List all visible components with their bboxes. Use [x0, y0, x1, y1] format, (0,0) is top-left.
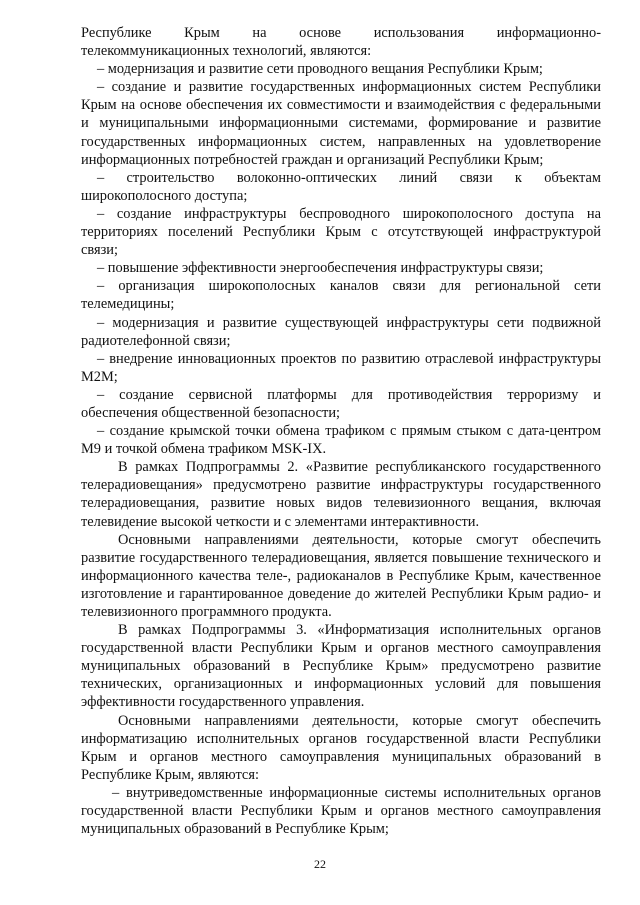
body-paragraph: В рамках Подпрограммы 2. «Развитие республиканского государственного телерадиовещания» предусмотрено развитие инфраструктуры государственного телерадиовещания, развитие новых видов телевизионного вещания, включая телевидение высокой четкости и с элементами интерактивности.	[81, 459, 601, 530]
list-item: – создание инфраструктуры беспроводного широкополосного доступа на территориях поселений Республики Крым с отсутствующей инфраструктурой связи;	[81, 205, 601, 259]
list-item: – модернизация и развитие сети проводного вещания Республики Крым;	[97, 61, 543, 78]
list-item: – создание сервисной платформы для противодействия терроризму и обеспечения общественной безопасности;	[81, 386, 601, 421]
list-item: – строительство волоконно-оптических линий связи к объектам широкополосного доступа;	[81, 169, 601, 204]
list-item: – организация широкополосных каналов связи для региональной сети телемедицины;	[81, 278, 601, 313]
list-item: – повышение эффективности энергообеспечения инфраструктуры связи;	[97, 260, 544, 277]
list-item: – модернизация и развитие существующей инфраструктуры сети подвижной радиотелефонной связи;	[81, 314, 601, 349]
body-paragraph: В рамках Подпрограммы 3. «Информатизация исполнительных органов государственной власти Республики Крым и органов местного самоуправления муниципальных образований в Республике Крым» предусмотрено развитие технических, организационных и информационных условий для повышения эффективности государственного управления.	[81, 622, 601, 711]
body-paragraph: Основными направлениями деятельности, которые смогут обеспечить информатизацию исполнительных органов государственной власти Республики Крым и органов местного самоуправления муниципальных образований в Республике Крым, являются:	[81, 712, 601, 783]
list-item: – создание и развитие государственных информационных систем Республики Крым на основе обеспечения их совместимости и взаимодействия с федеральными и муниципальными информационными системами, формирование и развитие государственных информационных систем, направленных на удовлетворение информационных потребностей граждан и организаций Республики Крым;	[81, 79, 601, 168]
list-item: – внутриведомственные информационные системы исполнительных органов государственной власти Республики Крым и органов местного самоуправления муниципальных образований в Республике Крым;	[81, 784, 601, 838]
body-paragraph: Основными направлениями деятельности, которые смогут обеспечить развитие государственного телерадиовещания, является повышение технического и информационного качества теле-, радиоканалов в Республике Крым, качественное изготовление и гарантированное доведение до жителей Республики Крым радио- и телевизионного программного продукта.	[81, 531, 601, 620]
list-item: – создание крымской точки обмена трафиком с прямым стыком с дата-центром М9 и точкой обмена трафиком MSK-IX.	[81, 423, 601, 458]
page-number: 22	[314, 857, 326, 871]
document-body	[81, 24, 601, 838]
paragraph-continuation: Республике Крым на основе использования информационно-телекоммуникационных технологий, являются:	[81, 25, 601, 60]
list-item: – внедрение инновационных проектов по развитию отраслевой инфраструктуры М2М;	[81, 350, 601, 385]
